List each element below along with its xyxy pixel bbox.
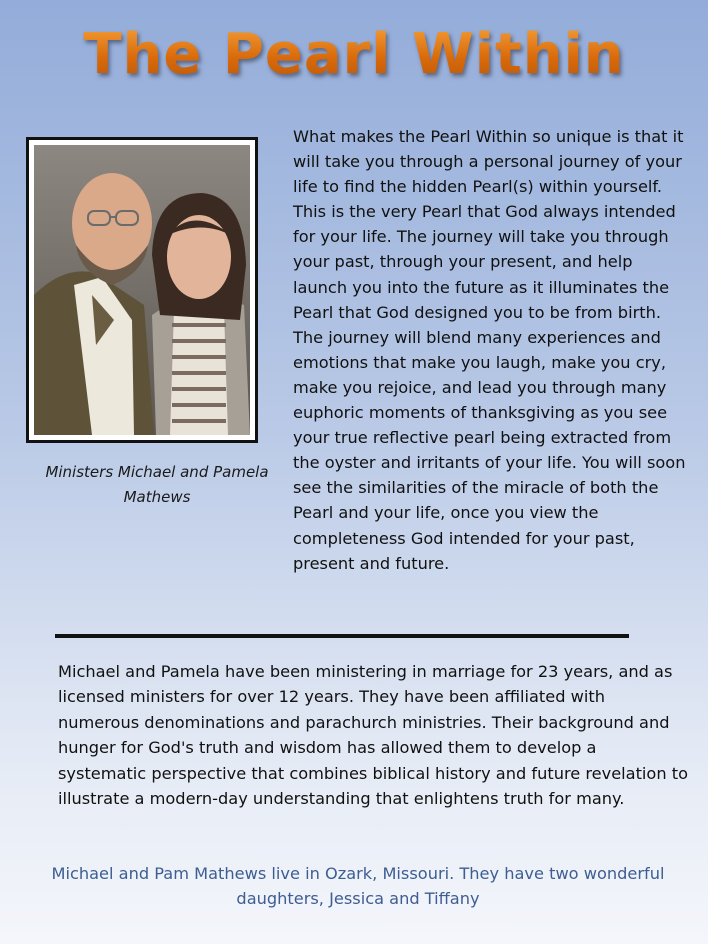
photo-frame <box>26 137 258 443</box>
page-title: The Pearl Within <box>0 22 708 87</box>
intro-paragraph: What makes the Pearl Within so unique is that it will take you through a personal journey of your life to find the hidden Pearl(s) within yourself. This is the very Pearl that God always intended for your life. The journey will take you through your past, through your present, and help launch you into the future as it illuminates the Pearl that God designed you to be from birth. The journey will blend many experiences and emotions that make you laugh, make you cry, make you rejoice, and lead you through many euphoric moments of thanksgiving as you see your true reflective pearl being extracted from the oyster and irritants of your life. You will soon see the similarities of the miracle of both the Pearl and your life, once you view the completeness God intended for your past, present and future. <box>293 127 686 573</box>
family-footer: Michael and Pam Mathews live in Ozark, Missouri. They have two wonderful daughters, Jessica and Tiffany <box>51 864 665 908</box>
couple-photo <box>34 145 250 435</box>
photo-caption: Ministers Michael and Pamela Mathews <box>45 463 269 506</box>
divider <box>55 634 629 638</box>
bio-paragraph: Michael and Pamela have been ministering in marriage for 23 years, and as licensed ministers for over 12 years. They have been affiliated with numerous denominations and parachurch ministries. Their background and hunger for God's truth and wisdom has allowed them to develop a systematic perspective that combines biblical history and future revelation to illustrate a modern-day understanding that enlightens truth for many. <box>58 662 688 809</box>
